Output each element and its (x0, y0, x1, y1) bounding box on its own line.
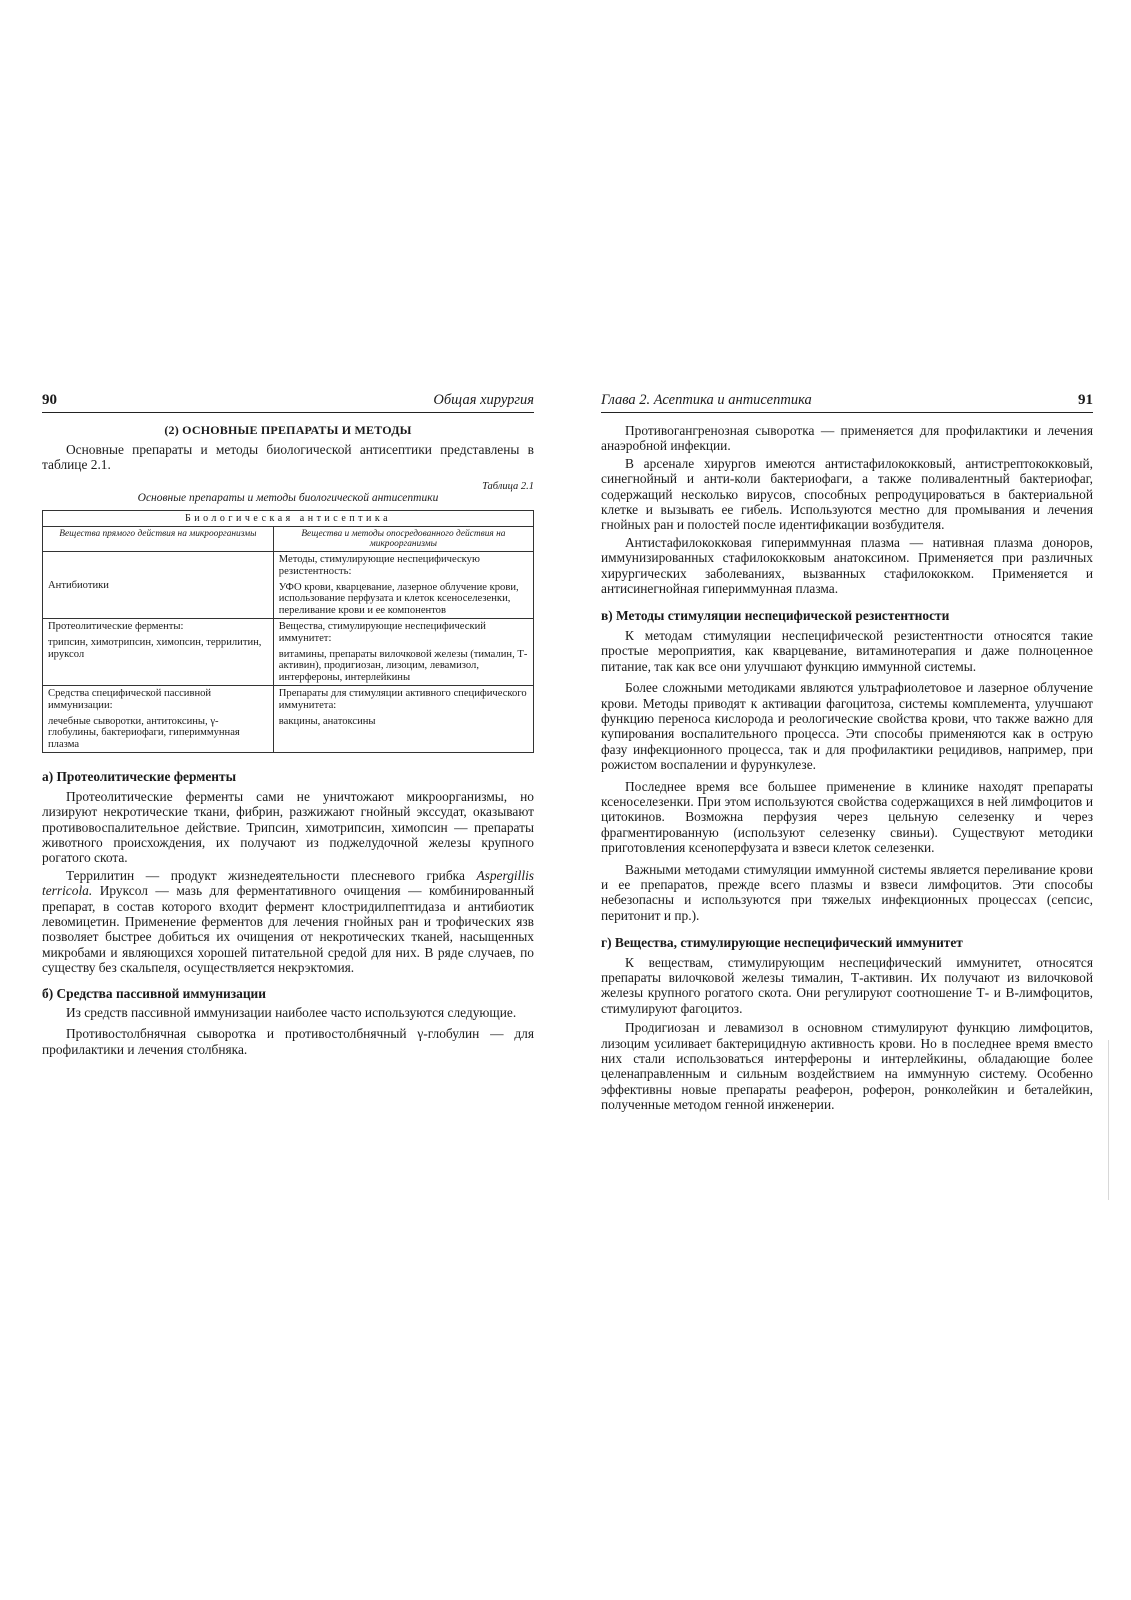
right-page (601, 392, 1093, 1115)
table-col1-header: Вещества прямого действия на микроорганизмы (43, 527, 274, 552)
table-col2-header: Вещества и методы опосредованного действия на микроорганизмы (273, 527, 533, 552)
paragraph: Противогангренозная сыворотка — применяется для профилактики и лечения анаэробной инфекции. (601, 423, 1093, 454)
table-cell: Средства специфической пассивной иммунизации: лечебные сыворотки, антитоксины, γ-глобулины, бактериофаги, гипериммунная плазма (43, 686, 274, 753)
paragraph: В арсенале хирургов имеются антистафилококковый, антистрептококковый, синегнойный и анти-коли бактериофаги, а также поливалентный бактериофаг, содержащий несколько вирусов, способных репродуцироваться в бактериальной клетке и вызывать ее гибель. Используются местно для промывания и лечения гнойных ран и полостей после идентификации возбудителя. (601, 455, 1093, 533)
subheading-c: в) Методы стимуляции неспецифической резистентности (601, 608, 950, 624)
right-page-header (601, 392, 1093, 413)
table-cell: Вещества, стимулирующие неспецифический иммунитет: витамины, препараты вилочковой железы (тималин, Т-активин), продигиозан, лизоцим, левамизол, интерфероны, интерлейкины (273, 619, 533, 686)
paragraph: Антистафилококковая гипериммунная плазма — нативная плазма доноров, иммунизированных стафилококковым анатоксином. Применяется при различных хирургических заболеваниях, вызванных стафилококком. Применяется и антисинегнойная гипериммунная плазма. (601, 534, 1093, 597)
table-cell: Методы, стимулирующие неспецифическую резистентность: УФО крови, кварцевание, лазерное облучение крови, использование перфузата и клеток ксеноселезенки, переливание крови и ее компонентов (273, 552, 533, 619)
table-cell: Антибиотики (43, 552, 274, 619)
paragraph: Важными методами стимуляции иммунной системы является переливание крови и ее препаратов, прежде всего плазмы и взвеси лимфоцитов. Эти способы небезопасны и используются при тяжелых инфекционных процессах (сепсис, перитонит и пр.). (601, 861, 1093, 923)
table-row (43, 552, 534, 619)
page-edge-line (1108, 1040, 1109, 1200)
paragraph: Протеолитические ферменты сами не уничтожают микроорганизмы, но лизируют некротические ткани, фибрин, разжижают гнойный экссудат, оказывают противовоспалительное действие. Трипсин, химотрипсин, химопсин — препараты животного происхождения, их получают из поджелудочной железы крупного рогатого скота. (42, 788, 534, 866)
subheading-a: а) Протеолитические ферменты (42, 769, 237, 785)
left-page-header (42, 392, 534, 413)
table-row (43, 619, 534, 686)
intro-paragraph: Основные препараты и методы биологической антисептики представлены в таблице 2.1. (42, 442, 534, 473)
section-title: (2) ОСНОВНЫЕ ПРЕПАРАТЫ И МЕТОДЫ (164, 423, 412, 437)
left-page (42, 392, 534, 1059)
antiseptics-table (42, 510, 534, 754)
running-title: Общая хирургия (433, 392, 534, 408)
page-number: 91 (1078, 392, 1093, 408)
table-cell: Протеолитические ферменты: трипсин, химотрипсин, химопсин, террилитин, ируксол (43, 619, 274, 686)
paragraph: Террилитин — продукт жизнедеятельности плесневого грибка Aspergillis terricola. Ируксол — мазь для ферментативного очищения — комбинированный препарат, в состав которого входит фермент клостридилпептидаза и антибиотик левомицетин. Применение ферментов для лечения гнойных ран и трофических язв позволяет быстрее добиться их очищения от некротических тканей, насыщенных микробами и являющихся хорошей питательной средой для них. В ряде случаев, по существу без скальпеля, осуществляется некрэктомия. (42, 867, 534, 976)
paragraph: Последнее время все большее применение в клинике находят препараты ксеноселезенки. При этом используются свойства содержащихся в ней лимфоцитов и цитокинов. Возможна перфузия через цельную селезенку и через фрагментированную (используют селезенку свиньи). Существуют методики приготовления ксеноперфузата и взвеси клеток селезенки. (601, 778, 1093, 856)
table-span-header: Биологическая антисептика (43, 510, 534, 527)
paragraph: Противостолбнячная сыворотка и противостолбнячный γ-глобулин — для профилактики и лечения столбняка. (42, 1026, 534, 1057)
species-name: Aspergillis terricola. (42, 867, 534, 899)
subheading-b: б) Средства пассивной иммунизации (42, 985, 266, 1001)
table-cell: Препараты для стимуляции активного специфического иммунитета: вакцины, анатоксины (273, 686, 533, 753)
paragraph: К методам стимуляции неспецифической резистентности относятся такие простые мероприятия, как кварцевание, витаминотерапия и даже полноценное питание, так как все они улучшают функцию иммунной системы. (601, 627, 1093, 674)
paragraph: К веществам, стимулирующим неспецифический иммунитет, относятся препараты вилочковой железы тималин, Т-активин. Их получают из вилочковой железы крупного рогатого скота. Они регулируют соотношение Т- и В-лимфоцитов, стимулируют фагоцитоз. (601, 954, 1093, 1016)
page-number: 90 (42, 392, 57, 408)
paragraph: Продигиозан и левамизол в основном стимулируют функцию лимфоцитов, лизоцим усиливает бактерицидную активность крови. Но в последнее время вместо них стали использоваться интерфероны и интерлейкины, обладающие более целенаправленным и сильным воздействием на иммунную систему. Особенно эффективны новые препараты реаферон, роферон, ронколейкин и беталейкин, полученные методом генной инженерии. (601, 1020, 1093, 1113)
table-caption: Основные препараты и методы биологической антисептики (137, 491, 439, 504)
subheading-d: г) Вещества, стимулирующие неспецифический иммунитет (601, 935, 963, 951)
paragraph: Из средств пассивной иммунизации наиболее часто используются следующие. (66, 1005, 517, 1020)
running-title: Глава 2. Асептика и антисептика (601, 392, 812, 408)
paragraph: Более сложными методиками являются ультрафиолетовое и лазерное облучение крови. Методы приводят к активации фагоцитоза, системы комплемента, улучшают функцию переноса кислорода и реологические свойства крови, что также важно для купирования воспалительного процесса. Эти способы применяются как в острую фазу инфекционного процесса, так и для профилактики рецидивов, например, при рожистом воспалении и фурункулезе. (601, 680, 1093, 773)
table-label: Таблица 2.1 (482, 480, 534, 492)
table-row (43, 686, 534, 753)
